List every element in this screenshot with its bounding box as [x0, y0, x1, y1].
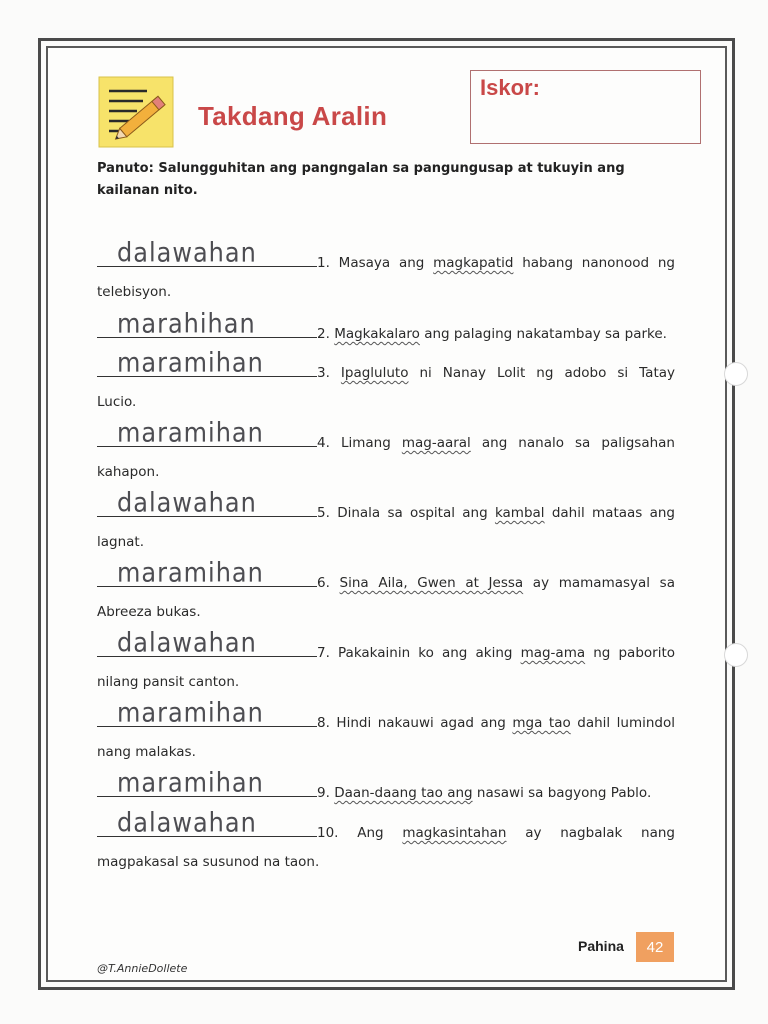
question-sentence	[317, 499, 675, 528]
underlined-noun: mag-aaral	[401, 435, 471, 451]
question-number: 8.	[317, 715, 330, 731]
underlined-noun: mga tao	[512, 715, 571, 731]
sentence-continuation: magpakasal sa susunod na taon.	[97, 854, 320, 870]
sentence-text: ng paborito	[585, 645, 676, 661]
question-sentence	[317, 359, 675, 388]
notepad-pencil-icon	[97, 75, 175, 149]
punch-hole	[724, 643, 748, 667]
underlined-noun: magkapatid	[433, 255, 514, 271]
question-number: 1.	[317, 255, 330, 271]
sentence-text: dahil lumindol	[570, 715, 676, 731]
page-label: Pahina	[578, 938, 624, 954]
score-box	[470, 70, 701, 144]
question-number: 3.	[317, 365, 330, 381]
handwritten-answer: maramihan	[117, 347, 264, 379]
answer-blank[interactable]	[97, 238, 317, 267]
handwritten-answer: maramihan	[117, 697, 264, 729]
underlined-noun: Sina Aila, Gwen at Jessa	[339, 575, 524, 591]
answer-blank[interactable]	[97, 698, 317, 727]
question-number: 10.	[317, 825, 339, 841]
sentence-text: Pakakainin ko ang aking	[338, 645, 521, 661]
sentence-continuation: nilang pansit canton.	[97, 674, 240, 690]
question-number: 7.	[317, 645, 330, 661]
sentence-text: Hindi nakauwi agad ang	[336, 715, 513, 731]
question-item	[97, 768, 675, 808]
sentence-continuation: kahapon.	[97, 464, 160, 480]
sentence-text: ay nagbalak nang	[506, 825, 676, 841]
handwritten-answer: dalawahan	[117, 487, 257, 519]
answer-blank[interactable]	[97, 808, 317, 837]
question-sentence	[317, 709, 675, 738]
handwritten-answer: marahihan	[117, 308, 256, 340]
sentence-continuation: Abreeza bukas.	[97, 604, 201, 620]
underlined-noun: kambal	[494, 505, 545, 521]
question-item	[97, 418, 675, 487]
sentence-text: Masaya ang	[338, 255, 434, 271]
answer-blank[interactable]	[97, 488, 317, 517]
punch-hole	[724, 362, 748, 386]
sentence-text: dahil mataas ang	[544, 505, 676, 521]
sentence-text: Limang	[340, 435, 402, 451]
sentence-text: nasawi sa bagyong Pablo.	[472, 785, 652, 801]
question-number: 2.	[317, 326, 330, 342]
handwritten-answer: dalawahan	[117, 627, 257, 659]
sentence-text: ay mamamasyal sa	[523, 575, 675, 591]
question-item	[97, 348, 675, 417]
question-number: 6.	[317, 575, 330, 591]
sentence-continuation: lagnat.	[97, 534, 145, 550]
question-sentence	[317, 779, 675, 808]
worksheet-title: Takdang Aralin	[198, 101, 388, 131]
sentence-text: ni Nanay Lolit ng adobo si Tatay	[408, 365, 675, 381]
handwritten-answer: dalawahan	[117, 807, 257, 839]
answer-blank[interactable]	[97, 558, 317, 587]
sentence-text: ang nanalo sa paligsahan	[470, 435, 675, 451]
question-sentence	[317, 320, 675, 349]
question-item	[97, 488, 675, 557]
answer-blank[interactable]	[97, 628, 317, 657]
question-number: 4.	[317, 435, 330, 451]
score-label: Iskor:	[480, 75, 540, 100]
question-sentence	[317, 569, 675, 598]
sentence-continuation: telebisyon.	[97, 284, 172, 300]
question-item	[97, 558, 675, 627]
question-sentence	[317, 819, 675, 848]
sentence-continuation: nang malakas.	[97, 744, 196, 760]
sentence-text: ang palaging nakatambay sa parke.	[419, 326, 667, 342]
question-item	[97, 808, 675, 877]
page-number-badge: 42	[636, 932, 674, 962]
question-number: 9.	[317, 785, 330, 801]
sentence-text: Dinala sa ospital ang	[337, 505, 495, 521]
question-item	[97, 698, 675, 767]
handwritten-answer: maramihan	[117, 417, 264, 449]
underlined-noun: magkasintahan	[402, 825, 507, 841]
handwritten-answer: maramihan	[117, 557, 264, 589]
sentence-continuation: Lucio.	[97, 394, 137, 410]
underlined-noun: Daan-daang tao ang	[334, 785, 473, 801]
handwritten-answer: maramihan	[117, 767, 264, 799]
question-item	[97, 238, 675, 307]
question-sentence	[317, 429, 675, 458]
question-number: 5.	[317, 505, 330, 521]
answer-blank[interactable]	[97, 768, 317, 797]
author-credit: @T.AnnieDollete	[97, 962, 188, 975]
underlined-noun: Magkakalaro	[334, 326, 420, 342]
sentence-text: habang nanonood ng	[513, 255, 675, 271]
question-item	[97, 309, 675, 349]
answer-blank[interactable]	[97, 309, 317, 338]
instructions-text: Panuto: Salungguhitan ang pangngalan sa pangungusap at tukuyin ang kailanan nito.	[97, 161, 625, 198]
underlined-noun: Ipagluluto	[340, 365, 409, 381]
question-sentence	[317, 639, 675, 668]
answer-blank[interactable]	[97, 418, 317, 447]
answer-blank[interactable]	[97, 348, 317, 377]
sentence-text: Ang	[357, 825, 403, 841]
underlined-noun: mag-ama	[520, 645, 586, 661]
question-item	[97, 628, 675, 697]
question-sentence	[317, 249, 675, 278]
handwritten-answer: dalawahan	[117, 237, 257, 269]
